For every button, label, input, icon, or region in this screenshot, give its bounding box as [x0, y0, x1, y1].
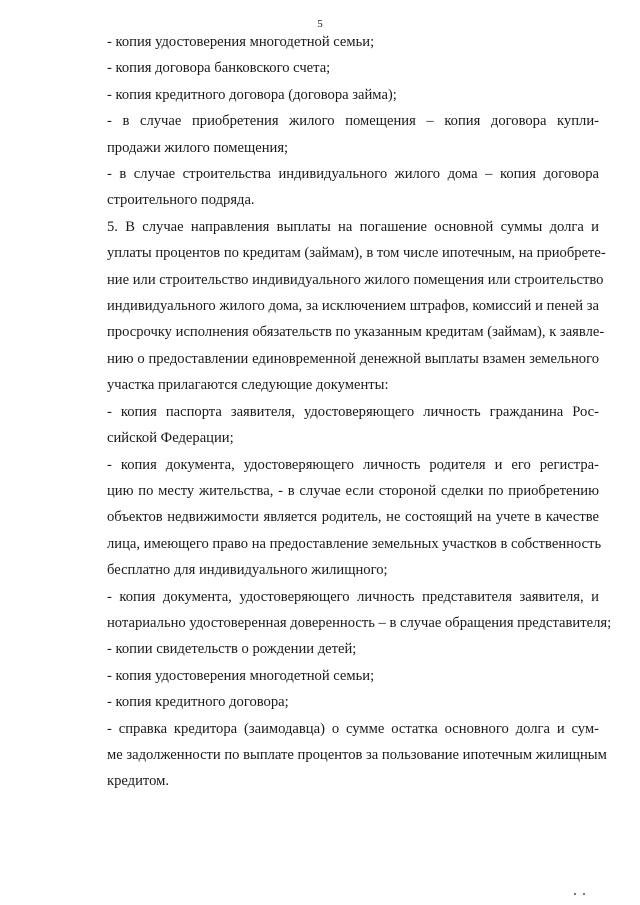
paragraph-line: сийской Федерации;	[107, 430, 234, 447]
paragraph-line: - в случае строительства индивидуального жилого дома – копия договора	[107, 166, 599, 183]
paragraph-line: уплаты процентов по кредитам (займам), в том числе ипотечным, на приобрете-	[107, 245, 606, 262]
paragraph-6	[75, 214, 606, 399]
paragraph-line: продажи жилого помещения;	[107, 139, 289, 156]
paragraph-line: - копия документа, удостоверяющего личность родителя и его регистра-	[107, 456, 599, 473]
paragraph-line: ме задолженности по выплате процентов за пользование ипотечным жилищным	[107, 746, 607, 763]
scan-speck	[574, 893, 576, 895]
paragraph-line: индивидуального жилого дома, за исключением штрафов, комиссий и пеней за	[107, 298, 599, 315]
paragraph-line: участка прилагаются следующие документы:	[107, 377, 389, 394]
paragraph-line: - копия договора банковского счета;	[107, 60, 331, 77]
paragraph-line: объектов недвижимости является родитель, не состоящий на учете в качестве	[107, 509, 599, 526]
paragraph-line: просрочку исполнения обязательств по указанным кредитам (займам), к заявле-	[107, 324, 605, 341]
paragraph-line: цию по месту жительства, - в случае если стороной сделки по приобретению	[107, 482, 599, 499]
paragraph-line: ние или строительство индивидуального жилого помещения или строительство	[107, 271, 604, 288]
paragraph-9	[75, 584, 612, 637]
paragraph-4	[75, 108, 599, 161]
paragraph-line: - в случае приобретения жилого помещения – копия договора купли-	[107, 113, 599, 130]
paragraph-11	[75, 663, 599, 689]
paragraph-12	[75, 689, 599, 715]
paragraph-13	[75, 716, 607, 795]
paragraph-line: нотариально удостоверенная доверенность – в случае обращения представителя;	[107, 614, 612, 631]
paragraph-line: - копия паспорта заявителя, удостоверяющего личность гражданина Рос-	[107, 403, 599, 420]
paragraph-line: лица, имеющего право на предоставление земельных участков в собственность	[107, 535, 602, 552]
paragraph-line: строительного подряда.	[107, 192, 255, 209]
page-number: 5	[317, 18, 323, 30]
paragraph-line: бесплатно для индивидуального жилищного;	[107, 562, 388, 579]
paragraph-line: кредитом.	[107, 773, 169, 790]
paragraph-line: нию о предоставлении единовременной денежной выплаты взамен земельного	[107, 350, 599, 367]
paragraph-line: - копия кредитного договора;	[107, 694, 289, 711]
document-body	[75, 29, 612, 795]
paragraph-line: - справка кредитора (заимодавца) о сумме остатка основного долга и сум-	[107, 720, 599, 737]
paragraph-10	[75, 636, 599, 662]
paragraph-line: - копии свидетельств о рождении детей;	[107, 641, 357, 658]
paragraph-line: 5. В случае направления выплаты на погашение основной суммы долга и	[107, 218, 599, 235]
paragraph-8	[75, 452, 602, 584]
paragraph-line: - копия удостоверения многодетной семьи;	[107, 34, 375, 50]
paragraph-2	[75, 55, 599, 81]
paragraph-line: - копия удостоверения многодетной семьи;	[107, 667, 375, 684]
paragraph-3	[75, 82, 599, 108]
paragraph-7	[75, 399, 599, 452]
paragraph-line: - копия кредитного договора (договора займа);	[107, 86, 397, 103]
scan-speck	[583, 893, 585, 895]
paragraph-line: - копия документа, удостоверяющего личность представителя заявителя, и	[107, 588, 599, 605]
paragraph-5	[75, 161, 599, 214]
paragraph-1	[75, 29, 599, 55]
